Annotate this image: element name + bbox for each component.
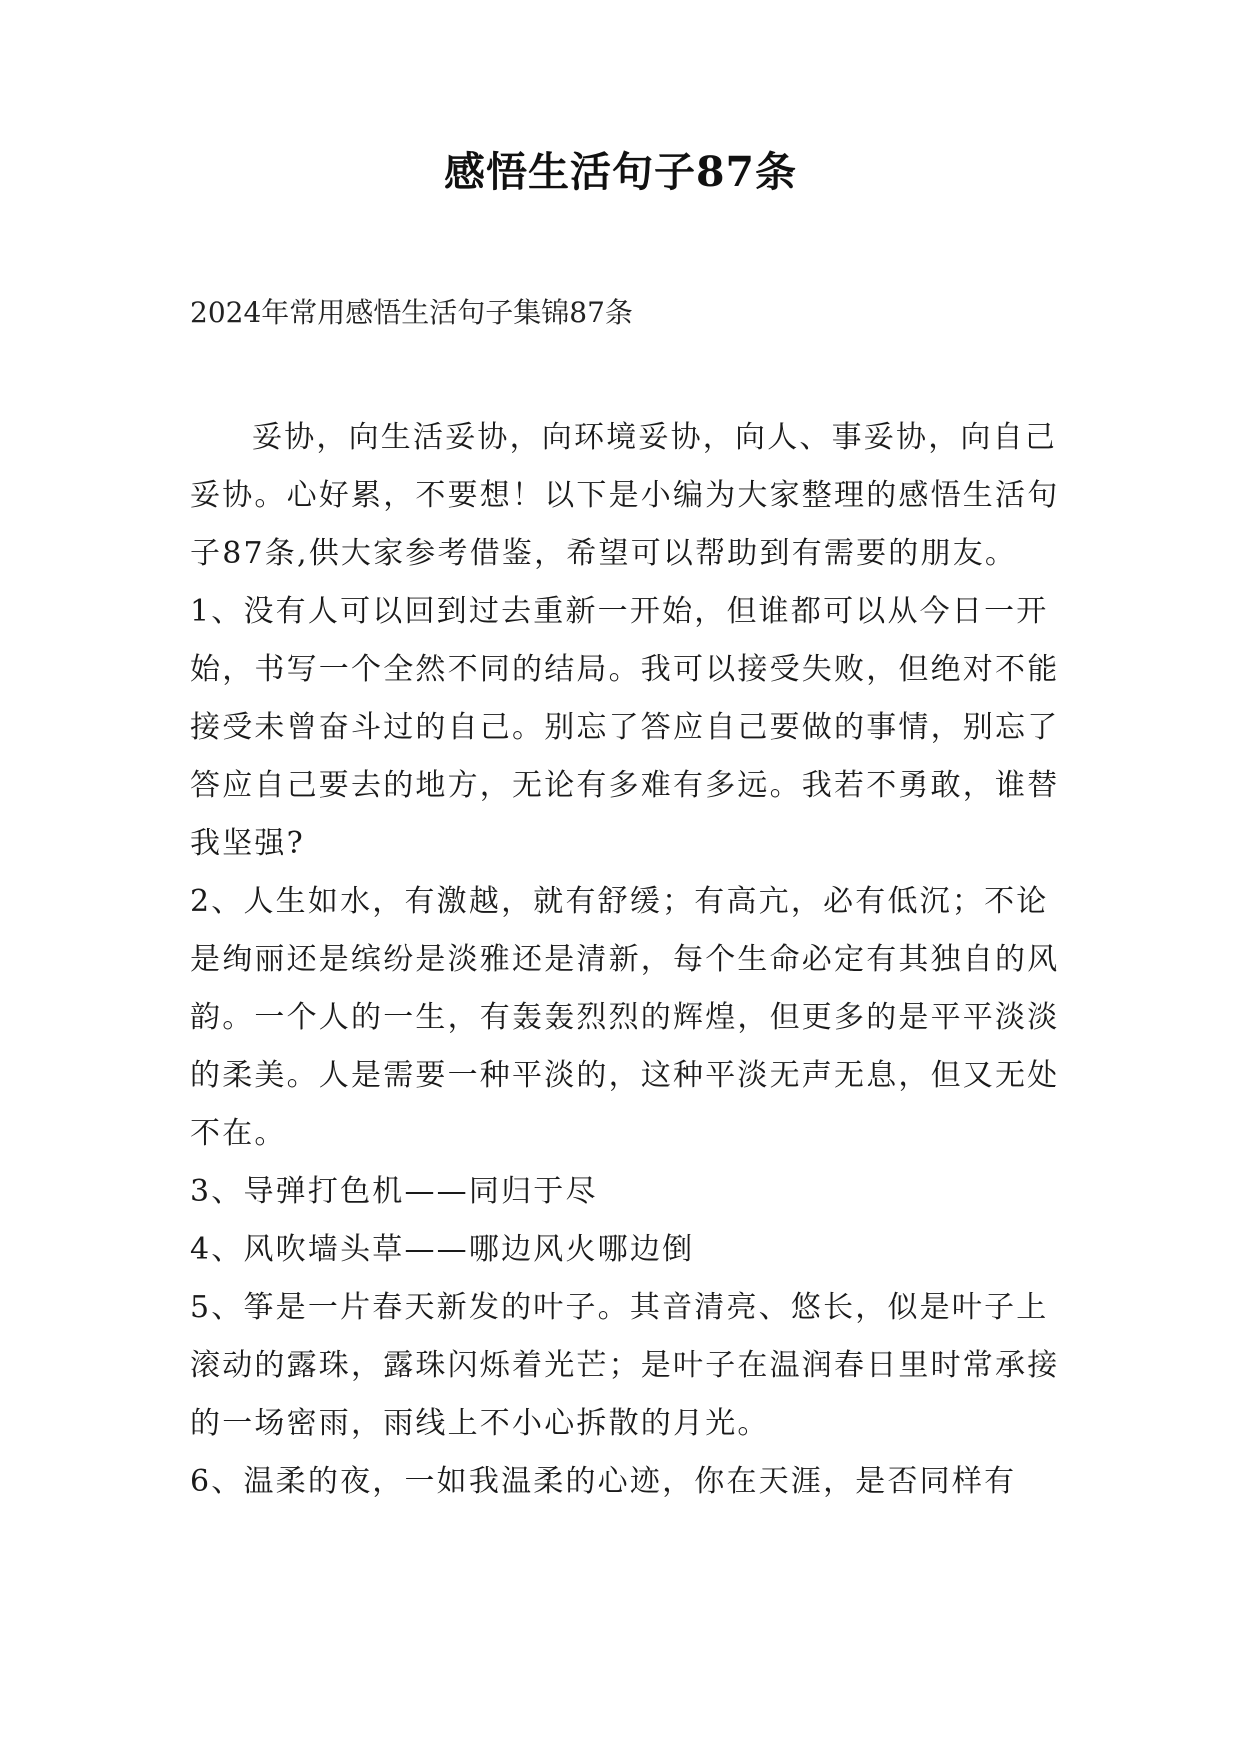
list-item-4: 4、风吹墙头草——哪边风火哪边倒	[190, 1232, 695, 1267]
list-item-2: 2、人生如水，有激越，就有舒缓；有高亢，必有低沉；不论是绚丽还是缤纷是淡雅还是清新，每个生命必定有其独自的风韵。一个人的一生，有轰轰烈烈的辉煌，但更多的是平平淡淡的柔美。人是需要一种平淡的，这种平淡无声无息，但又无处不在。	[190, 884, 1060, 1151]
list-item-1: 1、没有人可以回到过去重新一开始，但谁都可以从今日一开始，书写一个全然不同的结局。我可以接受失败，但绝对不能接受未曾奋斗过的自己。别忘了答应自己要做的事情，别忘了答应自己要去的地方，无论有多难有多远。我若不勇敢，谁替我坚强?	[190, 594, 1060, 861]
list-item-6: 6、温柔的夜，一如我温柔的心迹，你在天涯，是否同样有	[190, 1464, 1017, 1499]
list-item-5: 5、筝是一片春天新发的叶子。其音清亮、悠长，似是叶子上滚动的露珠，露珠闪烁着光芒；是叶子在温润春日里时常承接的一场密雨，雨线上不小心拆散的月光。	[190, 1290, 1060, 1441]
document-title: 感悟生活句子87条	[443, 148, 798, 196]
list-item-3: 3、导弹打色机——同归于尽	[190, 1174, 598, 1209]
document-body	[190, 409, 1075, 1511]
document-subtitle: 2024年常用感悟生活句子集锦87条	[190, 296, 633, 329]
intro-paragraph: 妥协，向生活妥协，向环境妥协，向人、事妥协，向自己妥协。心好累，不要想！以下是小编为大家整理的感悟生活句子87条,供大家参考借鉴，希望可以帮助到有需要的朋友。	[190, 420, 1060, 571]
